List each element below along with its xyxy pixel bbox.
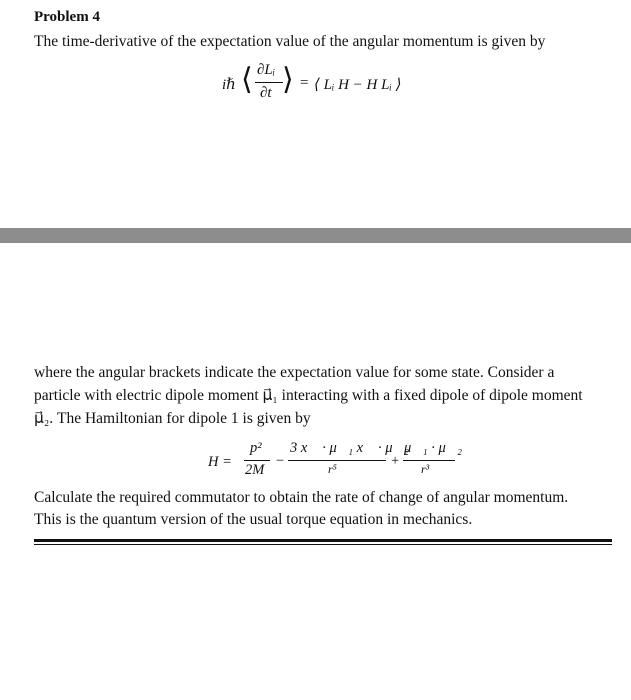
equation-angular-momentum — [222, 62, 422, 106]
eq2-plus: + — [391, 453, 400, 469]
bottom-rule-thin — [34, 544, 612, 545]
eq2-term3-fraction-line — [403, 460, 455, 461]
eq1-numerator: ∂Lᵢ — [257, 62, 276, 78]
eq1-right-bracket: ⟩ — [282, 63, 294, 96]
eq2-term3-numerator: μ⃗₁ · μ⃗₂ — [404, 440, 463, 456]
eq1-left-bracket: ⟨ — [241, 63, 253, 96]
eq1-denominator: ∂t — [260, 85, 272, 101]
eq1-fraction-line — [255, 82, 283, 83]
eq2-term2-denominator: r⁵ — [328, 462, 337, 476]
closing-line-1: Calculate the required commutator to obtain the rate of change of angular momentum. — [34, 489, 569, 506]
closing-line-2: This is the quantum version of the usual torque equation in mechanics. — [34, 511, 473, 528]
intro-text: The time-derivative of the expectation value of the angular momentum is given by — [34, 33, 546, 50]
problem-title: Problem 4 — [34, 9, 100, 25]
eq1-equals: = — [300, 75, 309, 91]
eq1-rhs: ⟨ Lᵢ H − H Lᵢ ⟩ — [314, 77, 402, 93]
eq2-term2-fraction-line — [288, 460, 386, 461]
eq2-term2-numerator: 3 x⃗ · μ⃗₁ x⃗ · μ⃗₂ — [290, 440, 409, 456]
eq2-term3-denominator: r³ — [421, 462, 430, 476]
eq2-lhs: H = — [208, 454, 232, 470]
eq1-lhs-prefix: iℏ — [222, 77, 236, 93]
paragraph-line-3: μ⃗₂. The Hamiltonian for dipole 1 is given by — [34, 410, 311, 427]
paragraph-line-2: particle with electric dipole moment μ⃗₁ interacting with a fixed dipole of dipole moment — [34, 387, 583, 404]
eq2-term1-fraction-line — [244, 460, 270, 461]
divider-bar — [0, 228, 631, 243]
paragraph-line-1: where the angular brackets indicate the expectation value for some state. Consider a — [34, 364, 555, 381]
equation-hamiltonian — [208, 440, 463, 480]
eq2-term1-denominator: 2M — [245, 462, 265, 478]
bottom-rule-thick — [34, 539, 612, 542]
eq2-term1-numerator: p² — [250, 440, 262, 456]
eq2-minus: − — [276, 453, 285, 469]
